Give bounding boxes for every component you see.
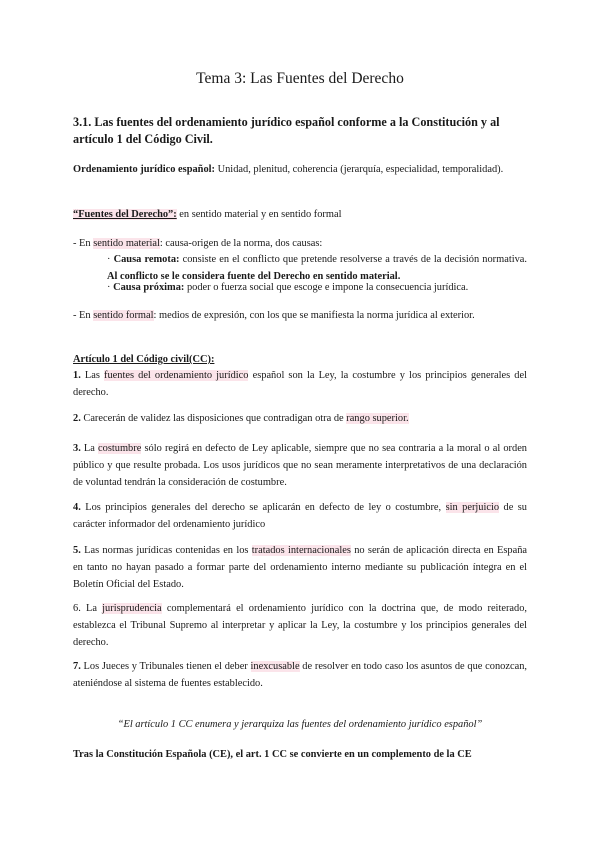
causa-proxima-paragraph	[73, 279, 527, 296]
remota-bullet: ·	[107, 254, 114, 265]
quote: “El artículo 1 CC enumera y jerarquiza las fuentes del ordenamiento jurídico español”	[117, 719, 483, 730]
remota-bold: Al conflicto se le considera fuente del Derecho en sentido material.	[107, 271, 401, 282]
fuentes-text: en sentido material y en sentido formal	[176, 209, 342, 220]
articulo-p1: 1. Las fuentes del ordenamiento jurídico español son la Ley, la costumbre y los principios generales del derecho.	[73, 370, 527, 398]
formal-prefix: - En	[73, 310, 94, 321]
fuentes-label: “Fuentes del Derecho”:	[73, 209, 177, 220]
page-title: Tema 3: Las Fuentes del Derecho	[196, 70, 404, 87]
articulo-p7: 7. Los Jueces y Tribunales tienen el deber inexcusable de resolver en todo caso los asuntos de que conozcan, ateniéndose al sistema de fuentes establecido.	[73, 661, 527, 689]
section-heading: 3.1. Las fuentes del ordenamiento jurídico español conforme a la Constitución y al artículo 1 del Código Civil.	[73, 115, 500, 146]
articulo-p6: 6. La jurisprudencia complementará el ordenamiento jurídico con la doctrina que, de modo reiterado, establezca el Tribunal Supremo al interpretar y aplicar la Ley, la costumbre y los principios generales del derecho.	[73, 603, 528, 648]
articulo-p3: 3. La costumbre sólo regirá en defecto de Ley aplicable, siempre que no sea contraria a la moral o al orden público y que resulte probada. Los usos jurídicos que no sean meramente interpretativos de una declaración de voluntad tendrán la consideración de costumbre.	[73, 443, 528, 488]
articulo-p5: 5. Las normas jurídicas contenidas en los tratados internacionales no serán de aplicación directa en España en tanto no hayan pasado a formar parte del ordenamiento interno mediante su publicación íntegra en el Boletín Oficial del Estado.	[73, 545, 527, 590]
articulo-heading: Artículo 1 del Código civil(CC):	[73, 354, 215, 365]
fuentes-paragraph	[73, 206, 527, 223]
footer-text: Tras la Constitución Española (CE), el art. 1 CC se convierte en un complemento de la CE	[73, 749, 472, 760]
material-term: sentido material	[93, 238, 160, 249]
proxima-label: Causa próxima:	[113, 282, 185, 293]
ordenamiento-text: Unidad, plenitud, coherencia (jerarquía, especialidad, temporalidad).	[215, 164, 504, 175]
remota-label: Causa remota:	[113, 254, 180, 265]
proxima-bullet: ·	[107, 282, 114, 293]
remota-text: consiste en el conflicto que pretende resolverse a través de la decisión normativa.	[179, 254, 528, 265]
material-text: : causa-origen de la norma, dos causas:	[159, 238, 323, 249]
material-prefix: - En	[73, 238, 94, 249]
articulo-p4: 4. Los principios generales del derecho se aplicarán en defecto de ley o costumbre, sin perjuicio de su carácter informador del ordenamiento jurídico	[73, 502, 528, 530]
articulo-p2: 2. Carecerán de validez las disposiciones que contradigan otra de rango superior.	[73, 413, 409, 424]
proxima-text: poder o fuerza social que escoge e impone la consecuencia jurídica.	[184, 282, 469, 293]
formal-term: sentido formal	[93, 310, 154, 321]
ordenamiento-label: Ordenamiento jurídico español:	[73, 164, 216, 175]
formal-text: : medios de expresión, con los que se manifiesta la norma jurídica al exterior.	[153, 310, 475, 321]
ordenamiento-paragraph	[73, 161, 527, 178]
formal-paragraph	[73, 307, 527, 324]
material-paragraph	[73, 235, 527, 252]
